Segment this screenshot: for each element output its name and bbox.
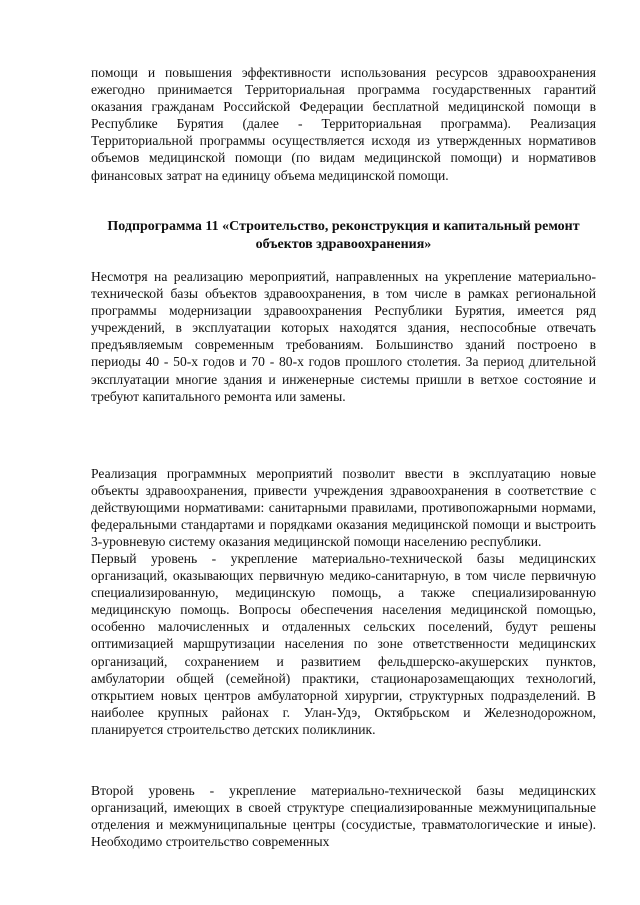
subprogram-title: Подпрограмма 11 «Строительство, реконструкция и капитальный ремонт объектов здравоохранения» [107, 219, 580, 252]
paragraph-4: Второй уровень - укрепление материально-технической базы медицинских организаций, имеющих в своей структуре специализированные межмуниципальные отделения и межмуниципальные центры (сосудистые, травматологические и иные). Необходимо строительство современных [91, 783, 596, 850]
paragraph-2: Реализация программных мероприятий позволит ввести в эксплуатацию новые объекты здравоохранения, привести учреждения здравоохранения в соответствие с действующими нормативами: санитарными правилами, противопожарными нормами, федеральными стандартами и порядками оказания медицинской помощи и выстроить 3-уровневую систему оказания медицинской помощи населению республики. [91, 466, 596, 550]
intro-paragraph: помощи и повышения эффективности использования ресурсов здравоохранения ежегодно принимается Территориальная программа государственных гарантий оказания гражданам Российской Федерации бесплатной медицинской помощи в Республике Бурятия (далее - Территориальная программа). Реализация Территориальной программы осуществляется исходя из утвержденных нормативов объемов медицинской помощи (по видам медицинской помощи) и нормативов финансовых затрат на единицу объема медицинской помощи. [91, 65, 596, 183]
paragraph-3: Первый уровень - укрепление материально-технической базы медицинских организаций, оказывающих первичную медико-санитарную, в том числе первичную специализированную, медицинскую помощь, а также специализированную медицинскую помощь. Вопросы обеспечения населения медицинской помощью, особенно малочисленных и отдаленных сельских поселений, будут решены оптимизацией маршрутизации населения по зоне ответственности медицинских организаций, сохранением и развитием фельдшерско-акушерских пунктов, амбулатории общей (семейной) практики, стационарозамещающих технологий, открытием новых центров амбулаторной хирургии, структурных подразделений. В наиболее крупных районах г. Улан-Удэ, Октябрьском и Железнодорожном, планируется строительство детских поликлиник. [91, 551, 596, 737]
paragraph-1: Несмотря на реализацию мероприятий, направленных на укрепление материально-технической базы объектов здравоохранения, в том числе в рамках региональной программы модернизации здравоохранения Республики Бурятия, имеется ряд учреждений, в эксплуатации которых находятся здания, неспособные отвечать предъявляемым современным требованиям. Большинство зданий построено в периоды 40 - 50-х годов и 70 - 80-х годов прошлого столетия. За период длительной эксплуатации многие здания и инженерные системы пришли в ветхое состояние и требуют капитального ремонта или замены. [91, 269, 596, 404]
